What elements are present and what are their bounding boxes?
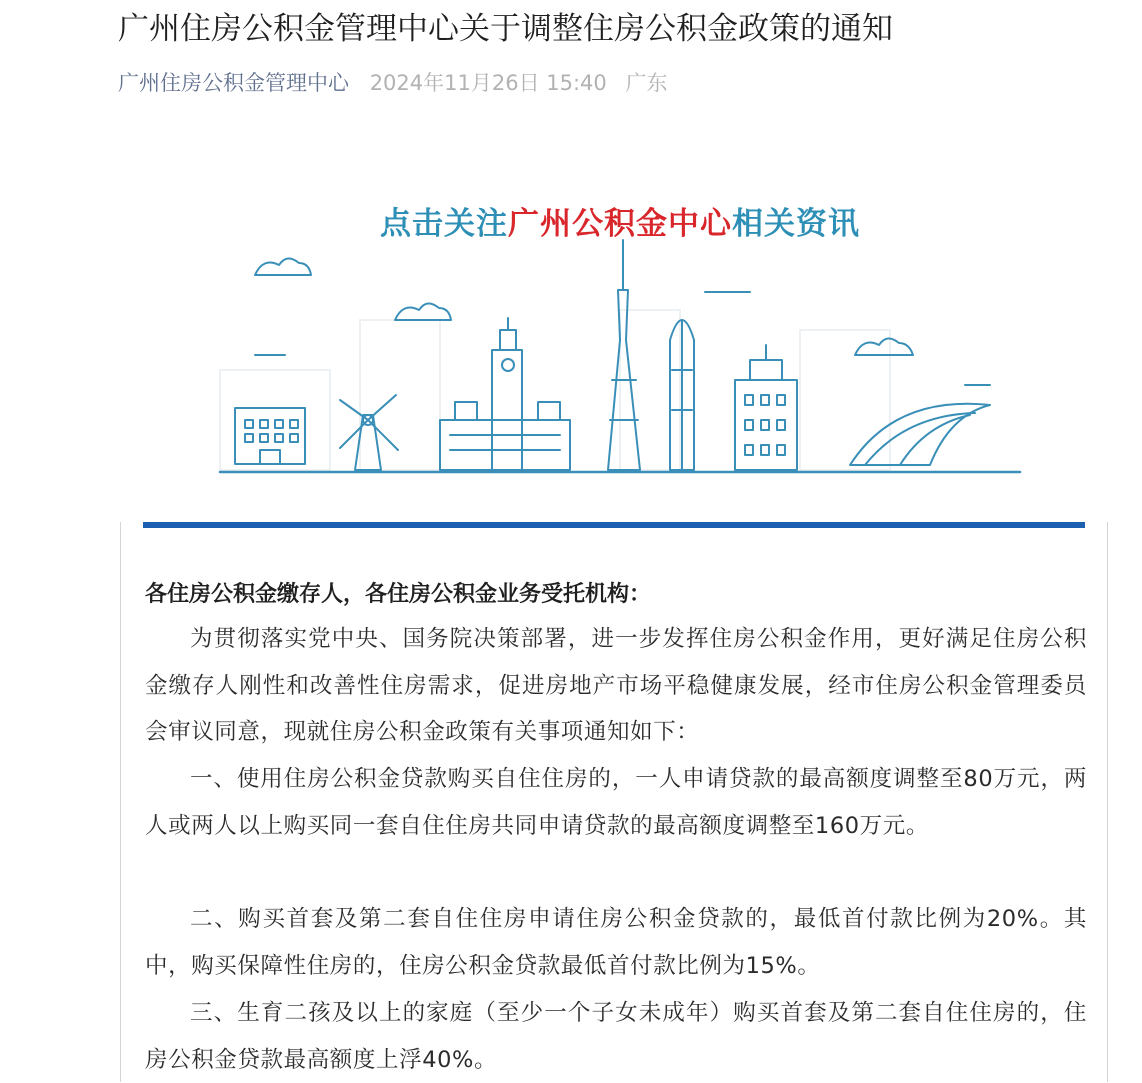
cloud-icon: [395, 303, 451, 320]
article-title: 广州住房公积金管理中心关于调整住房公积金政策的通知: [118, 11, 893, 47]
cloud-icon: [255, 258, 311, 275]
publish-location: 广东: [625, 71, 668, 95]
article-meta: [118, 68, 667, 98]
banner-heading-prefix: 点击关注: [380, 206, 508, 242]
notice-paragraph-intro: 为贯彻落实党中央、国务院决策部署，进一步发挥住房公积金作用，更好满足住房公积金缴存人刚性和改善性住房需求，促进房地产市场平稳健康发展，经市住房公积金管理委员会审议同意，现就住房公积金政策有关事项通知如下：: [145, 626, 1087, 745]
publish-time: 2024年11月26日 15:40: [369, 71, 607, 95]
cloud-icon: [855, 338, 913, 355]
notice-paragraph-2: 二、购买首套及第二套自住住房申请住房公积金贷款的，最低首付款比例为20%。其中，购买保障性住房的，住房公积金贷款最低首付款比例为15%。: [145, 906, 1087, 979]
follow-banner[interactable]: [200, 180, 1040, 510]
banner-heading-suffix: 相关资讯: [732, 206, 860, 242]
skyline-illustration: [200, 180, 1040, 510]
panel-divider: [143, 522, 1085, 528]
notice-salutation: 各住房公积金缴存人，各住房公积金业务受托机构：: [145, 582, 652, 607]
notice-paragraph-1: 一、使用住房公积金贷款购买自住住房的，一人申请贷款的最高额度调整至80万元，两人或两人以上购买同一套自住住房共同申请贷款的最高额度调整至160万元。: [145, 766, 1087, 839]
article-source-link[interactable]: 广州住房公积金管理中心: [118, 71, 349, 95]
banner-heading-highlight: 广州公积金中心: [508, 206, 732, 242]
notice-panel: [120, 522, 1108, 1082]
notice-paragraph-3: 三、生育二孩及以上的家庭（至少一个子女未成年）购买首套及第二套自住住房的，住房公积金贷款最高额度上浮40%。: [145, 1000, 1087, 1073]
